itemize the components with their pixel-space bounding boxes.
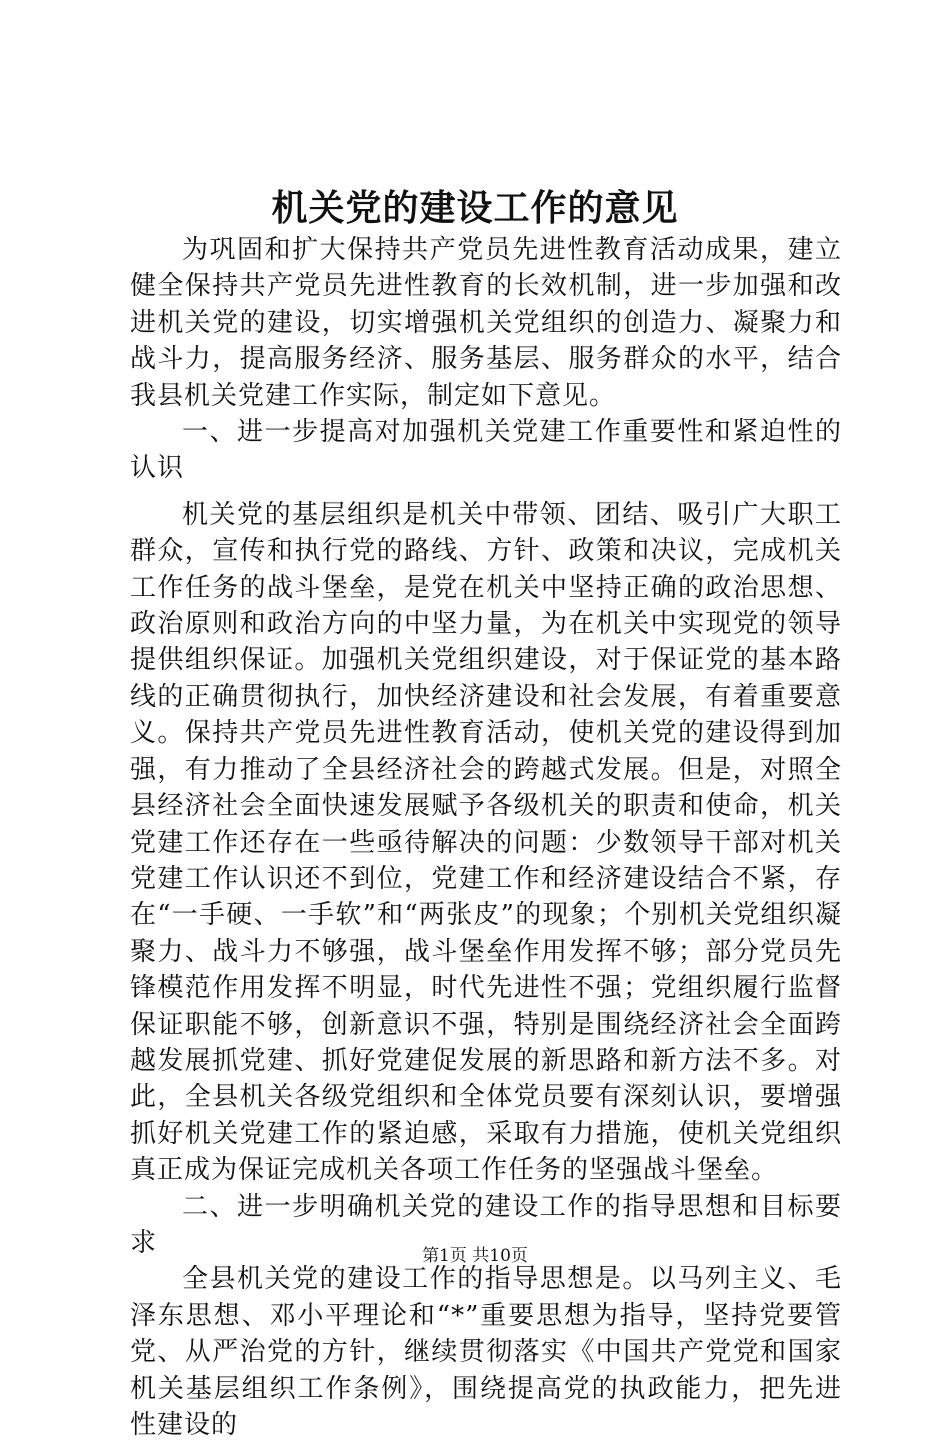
body-paragraph: 机关党的基层组织是机关中带领、团结、吸引广大职工群众，宣传和执行党的路线、方针、政策和决议，完成机关工作任务的战斗堡垒，是党在机关中坚持正确的政治思想、政治原则和政治方向的中坚力量，为在机关中实现党的领导提供组织保证。加强机关党组织建设，对于保证党的基本路线的正确贯彻执行，加快经济建设和社会发展，有着重要意义。保持共产党员先进性教育活动，使机关党的建设得到加强，有力推动了全县经济社会的跨越式发展。但是，对照全县经济社会全面快速发展赋予各级机关的职责和使命，机关党建工作还存在一些亟待解决的问题：少数领导干部对机关党建工作认识还不到位，党建工作和经济建设结合不紧，存在“一手硬、一手软”和“两张皮”的现象；个别机关党组织凝聚力、战斗力不够强，战斗堡垒作用发挥不够；部分党员先锋模范作用发挥不明显，时代先进性不强；党组织履行监督保证职能不够，创新意识不强，特别是围绕经济社会全面跨越发展抓党建、抓好党建促发展的新思路和新方法不多。对此，全县机关各级党组织和全体党员要有深刻认识，要增强抓好机关党建工作的紧迫感，采取有力措施，使机关党组织真正成为保证完成机关各项工作任务的坚强战斗堡垒。	[130, 499, 842, 1186]
document-title: 机关党的建设工作的意见	[271, 187, 679, 229]
section-heading-2: 二、进一步明确机关党的建设工作的指导思想和目标要求	[130, 1191, 842, 1258]
section-heading-1: 一、进一步提高对加强机关党建工作重要性和紧迫性的认识	[130, 417, 842, 484]
intro-paragraph: 为巩固和扩大保持共产党员先进性教育活动成果，建立健全保持共产党员先进性教育的长效机制，进一步加强和改进机关党的建设，切实增强机关党组织的创造力、凝聚力和战斗力，提高服务经济、服务基层、服务群众的水平，结合我县机关党建工作实际，制定如下意见。	[130, 235, 842, 411]
body-paragraph: 全县机关党的建设工作的指导思想是。以马列主义、毛泽东思想、邓小平理论和“*”重要思想为指导，坚持党要管党、从严治党的方针，继续贯彻落实《中国共产党党和国家机关基层组织工作条例》，围绕提高党的执政能力，把先进性建设的	[130, 1264, 842, 1440]
page-number-footer: 第1页 共10页	[422, 1246, 528, 1266]
